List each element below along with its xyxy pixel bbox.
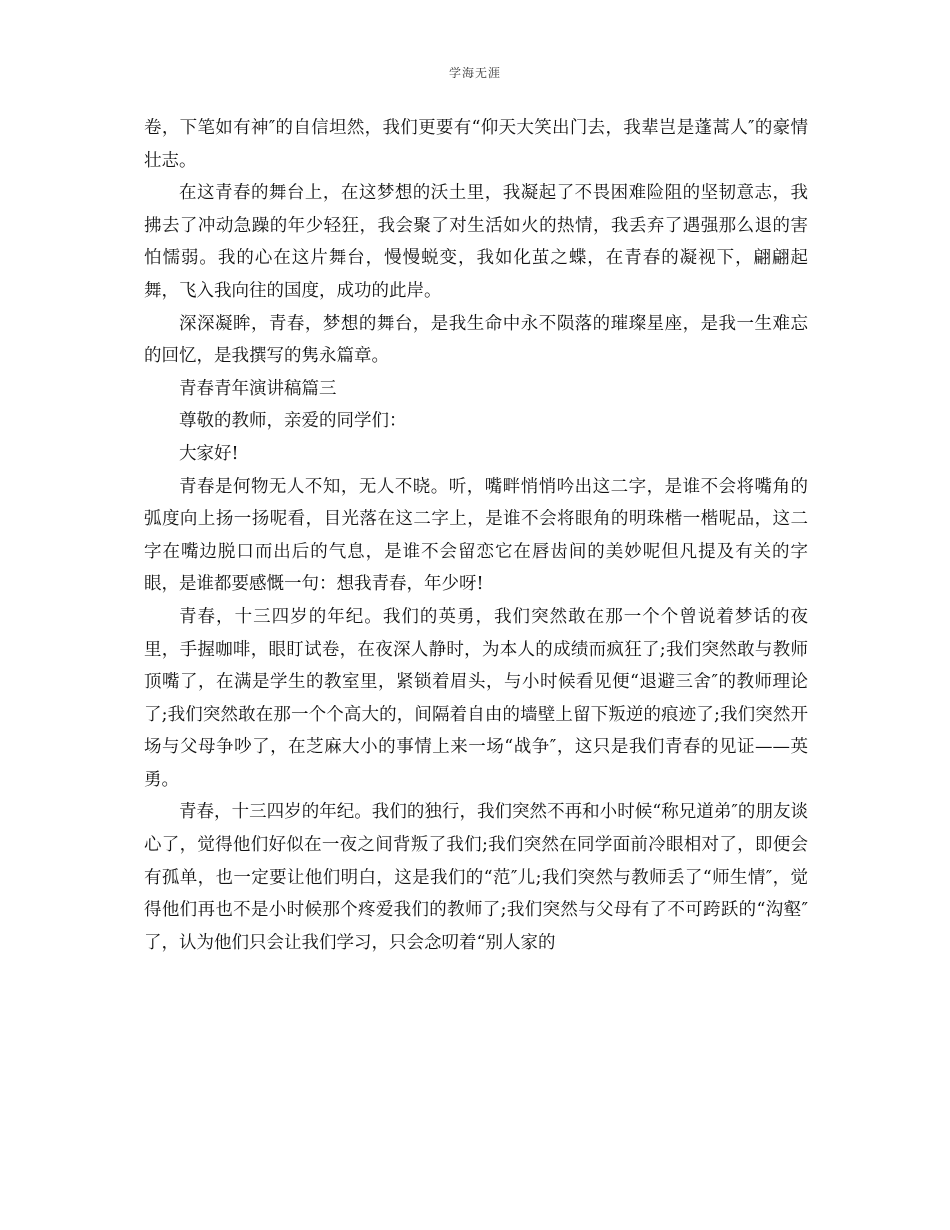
paragraph: 青春，十三四岁的年纪。我们的英勇，我们突然敢在那一个个曾说着梦话的夜里，手握咖啡，眼盯试卷，在夜深人静时，为本人的成绩而疯狂了;我们突然敢与教师顶嘴了，在满是学生的教室里，紧锁着眉头，与小时候看见便“退避三舍″的教师理论了;我们突然敢在那一个个高大的，间隔着自由的墙壁上留下叛逆的痕迹了;我们突然开场与父母争吵了，在芝麻大小的事情上来一场“战争″，这只是我们青春的见证——英勇。 bbox=[144, 606, 808, 790]
greeting: 大家好! bbox=[179, 443, 239, 464]
page-header: 学海无涯 bbox=[448, 66, 501, 80]
paragraph: 青春是何物无人不知，无人不晓。听，嘴畔悄悄吟出这二字，是谁不会将嘴角的弧度向上扬一扬呢看，目光落在这二字上，是谁不会将眼角的明珠楷一楷呢品，这二字在嘴边脱口而出后的气息，是谁不会留恋它在唇齿间的美妙呢但凡提及有关的字眼，是谁都要感慨一句：想我青春，年少呀! bbox=[144, 476, 808, 595]
body-text bbox=[144, 112, 808, 959]
paragraph: 深深凝眸，青春，梦想的舞台，是我生命中永不陨落的璀璨星座，是我一生难忘的回忆，是我撰写的隽永篇章。 bbox=[144, 313, 808, 367]
paragraph: 在这青春的舞台上，在这梦想的沃土里，我凝起了不畏困难险阻的坚韧意志，我拂去了冲动急躁的年少轻狂，我会聚了对生活如火的热情，我丢弃了遇强那么退的害怕懦弱。我的心在这片舞台，慢慢蜕变，我如化茧之蝶，在青春的凝视下，翩翩起舞，飞入我向往的国度，成功的此岸。 bbox=[144, 183, 808, 301]
paragraph: 青春，十三四岁的年纪。我们的独行，我们突然不再和小时候“称兄道弟″的朋友谈心了，觉得他们好似在一夜之间背叛了我们;我们突然在同学面前冷眼相对了，即便会有孤单，也一定要让他们明白，这是我们的“范″儿;我们突然与教师丢了“师生情″，觉得他们再也不是小时候那个疼爱我们的教师了;我们突然与父母有了不可跨跃的“沟壑″了，认为他们只会让我们学习，只会念叨着“别人家的 bbox=[144, 802, 808, 953]
section-heading: 青春青年演讲稿篇三 bbox=[179, 378, 337, 399]
paragraph: 卷，下笔如有神″的自信坦然，我们更要有“仰天大笑出门去，我辈岂是蓬蒿人″的豪情壮志。 bbox=[144, 118, 808, 171]
salutation: 尊敬的教师，亲爱的同学们： bbox=[179, 411, 407, 432]
